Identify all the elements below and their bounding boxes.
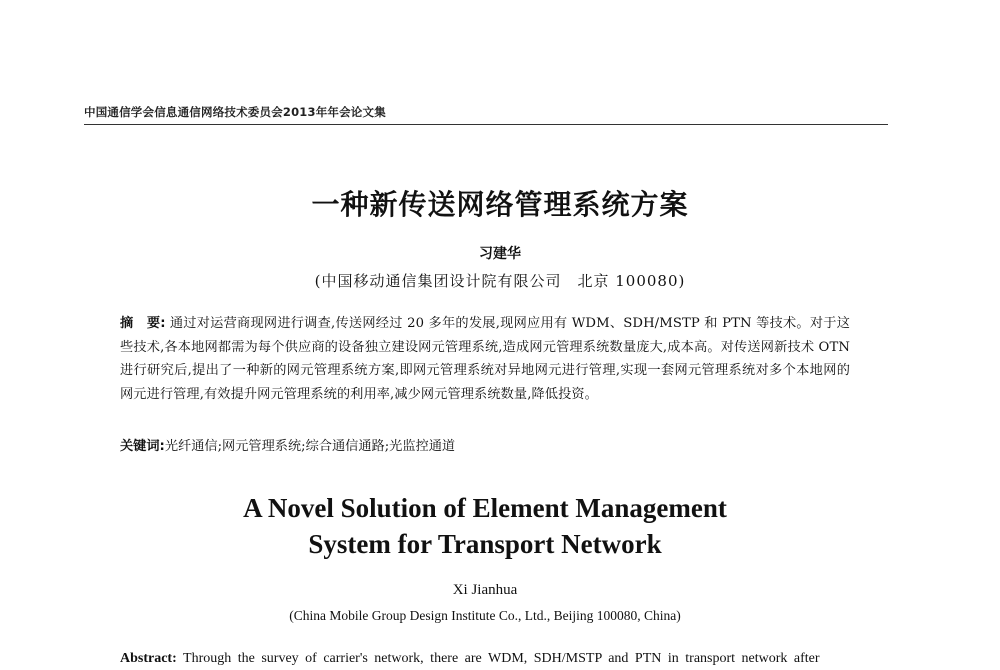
chinese-keywords (120, 437, 850, 457)
chinese-keywords-text: 光纤通信;网元管理系统;综合通信通路;光监控通道 (164, 439, 456, 454)
english-affiliation: (China Mobile Group Design Institute Co., Ltd., Beijing 100080, China) (289, 608, 681, 623)
header-rule (84, 124, 888, 125)
english-abstract-text: Through the survey of carrier's network, there are WDM, SDH/MSTP and PTN in transport network after (183, 651, 820, 666)
english-title-line1: A Novel Solution of Element Management (243, 493, 727, 523)
english-title (0, 490, 970, 562)
chinese-affiliation: (中国移动通信集团设计院有限公司 北京 100080) (314, 272, 686, 290)
chinese-abstract (120, 312, 850, 406)
chinese-title: 一种新传送网络管理系统方案 (311, 188, 689, 221)
english-author: Xi Jianhua (452, 582, 518, 598)
chinese-abstract-label: 摘 要: (120, 316, 166, 331)
chinese-author: 习建华 (479, 246, 521, 262)
english-title-line2: System for Transport Network (308, 529, 662, 559)
chinese-abstract-text: 通过对运营商现网进行调查,传送网经过 20 多年的发展,现网应用有 WDM、SDH/MSTP 和 PTN 等技术。对于这些技术,各本地网都需为每个供应商的设备独立建设网元管理系统,造成网元管理系统数量庞大,成本高。对传送网新技术 OTN 进行研究后,提出了一种新的网元管理系统方案,即网元管理系统对异地网元进行管理,实现一套网元管理系统对多个本地网的网元进行管理,有效提升网元管理系统的利用率,减少网元管理系统数量,降低投资。 (120, 316, 850, 402)
running-header: 中国通信学会信息通信网络技术委员会2013年年会论文集 (84, 105, 386, 119)
english-abstract-label: Abstract: (120, 651, 177, 666)
english-abstract (120, 648, 860, 670)
chinese-keywords-label: 关键词: (120, 439, 165, 454)
